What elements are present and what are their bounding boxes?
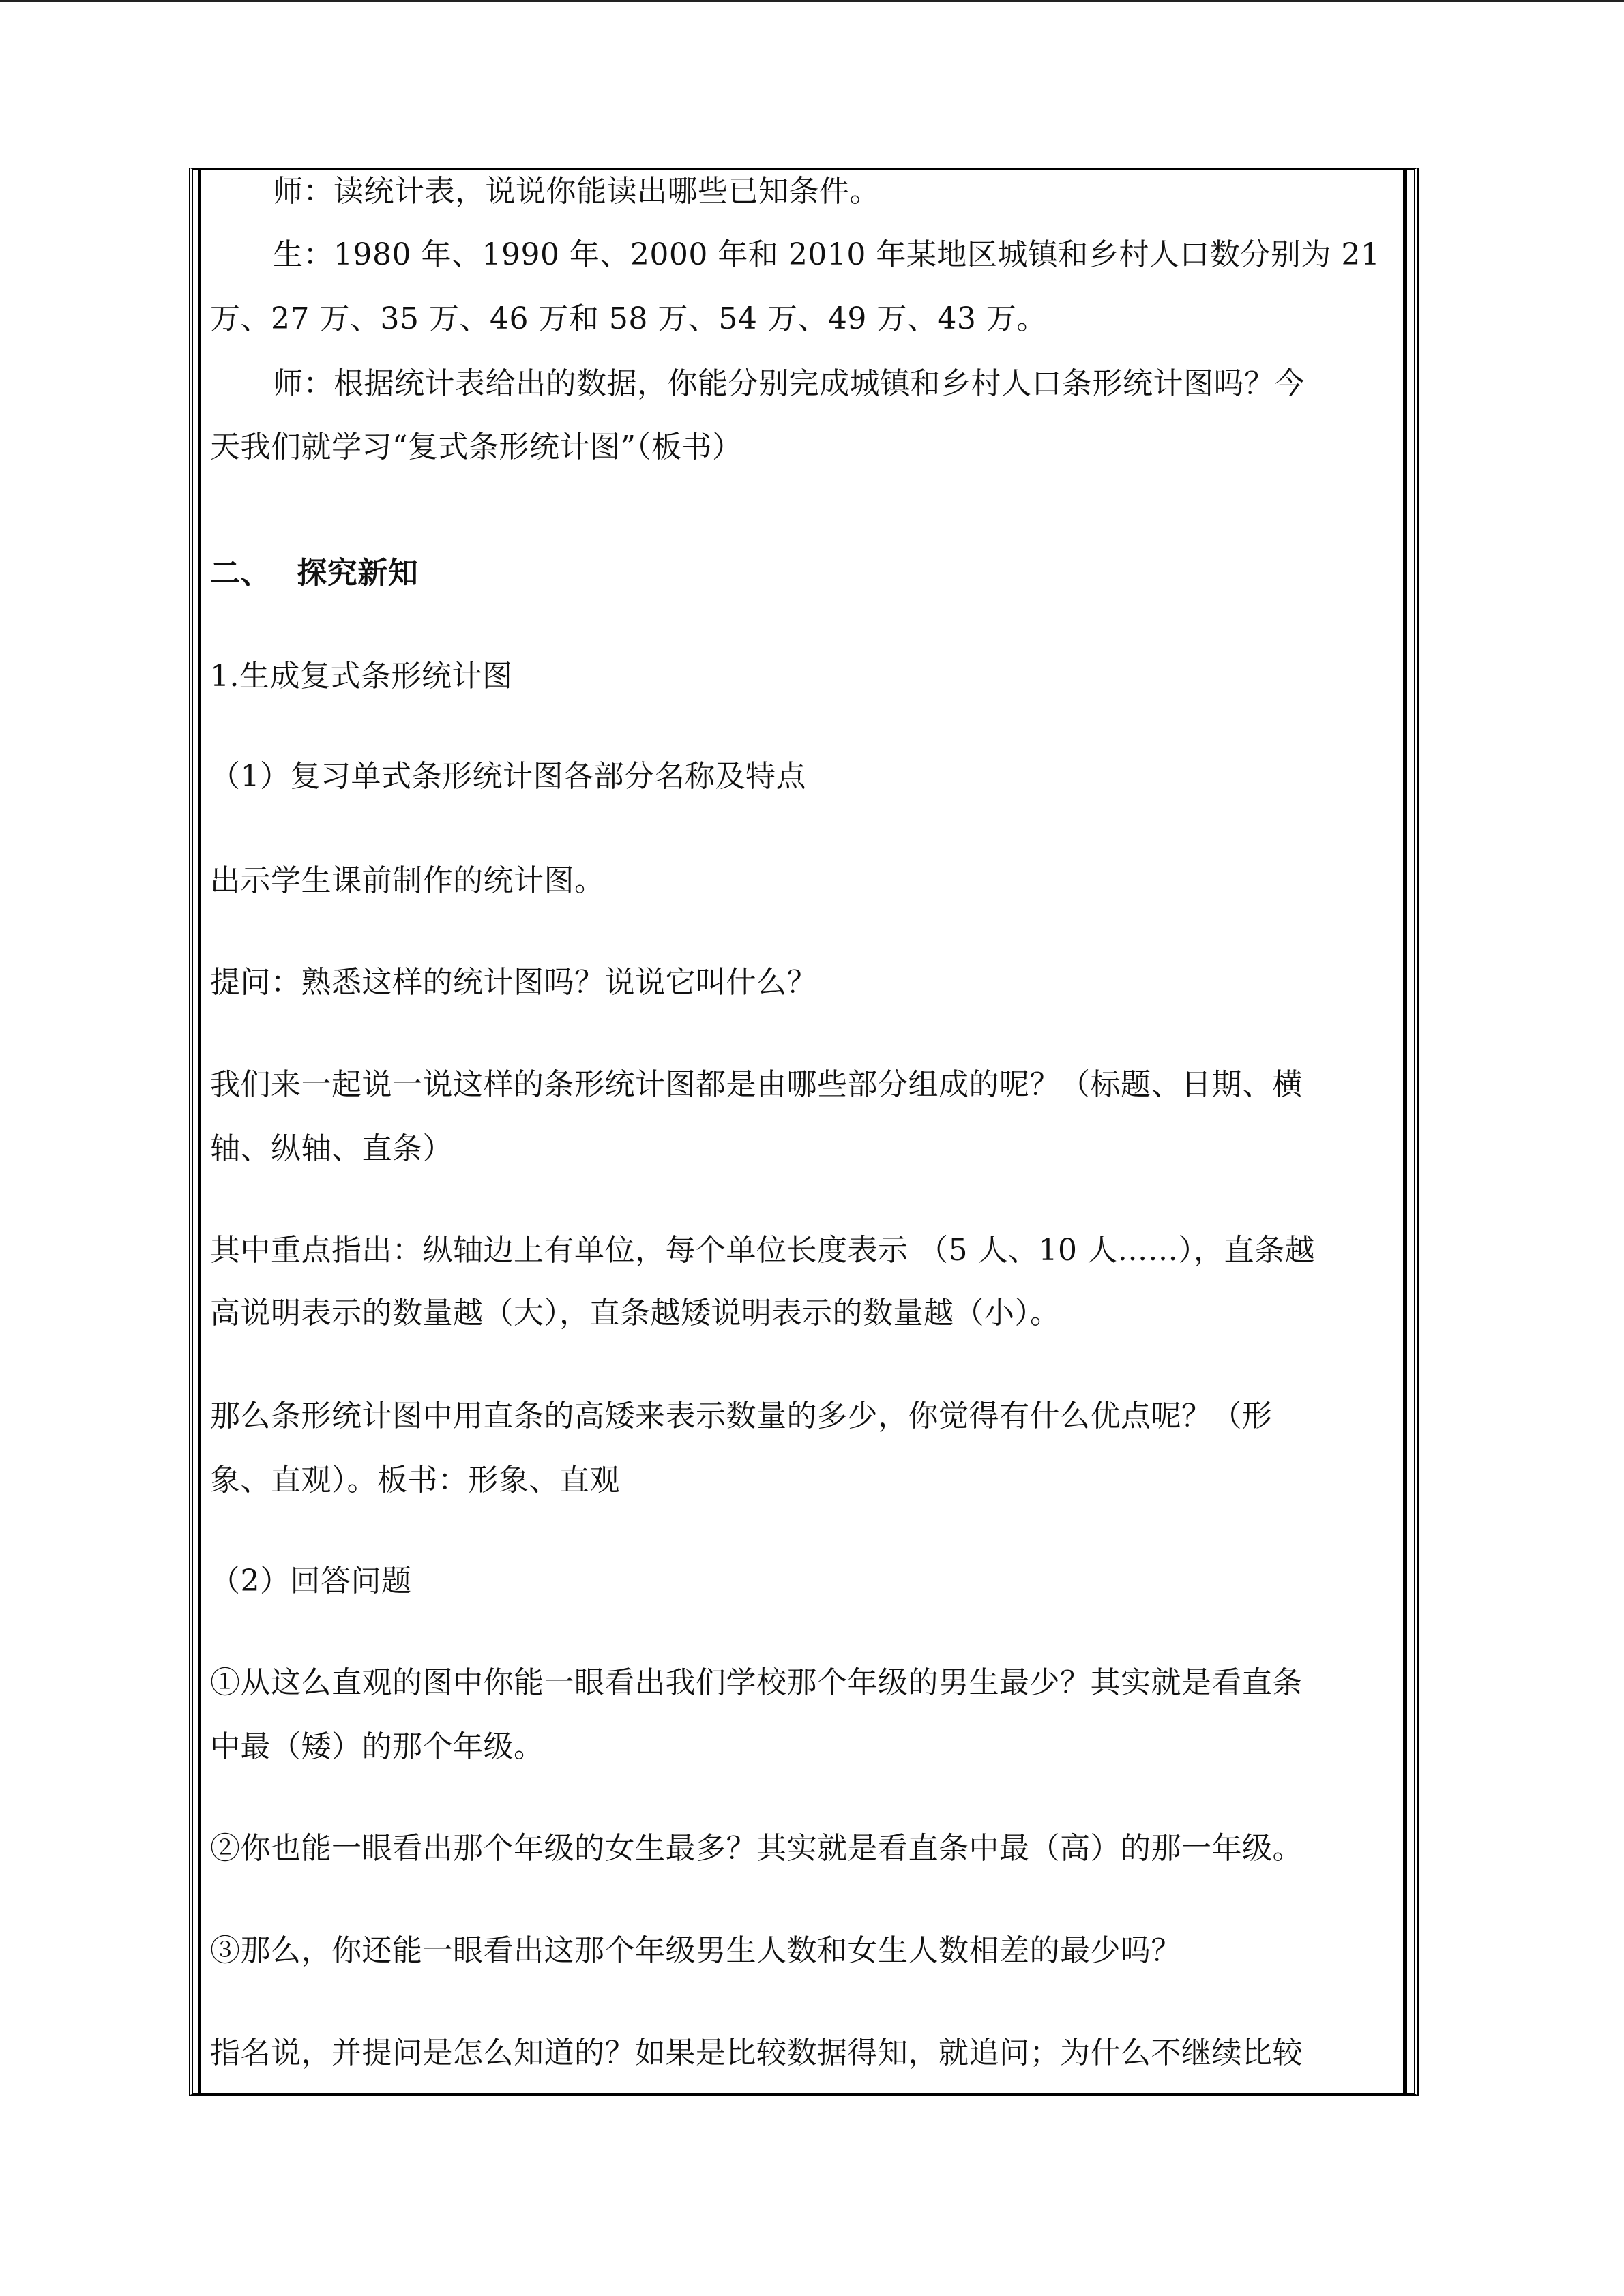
question-1: ①从这么直观的图中你能一眼看出我们学校那个年级的男生最少？其实就是看直条	[210, 1665, 1303, 1700]
page-top-rule	[0, 0, 1624, 2]
section-heading: 二、 探究新知	[210, 556, 419, 591]
paragraph-parts-cont: 轴、纵轴、直条）	[210, 1131, 453, 1166]
dialogue-student-1: 生：1980 年、1990 年、2000 年和 2010 年某地区城镇和乡村人口数分别为 21	[273, 237, 1381, 272]
dialogue-student-1-cont: 万、27 万、35 万、46 万和 58 万、54 万、49 万、43 万。	[210, 301, 1047, 336]
paragraph-question: 提问：熟悉这样的统计图吗？说说它叫什么？	[210, 965, 817, 1000]
paragraph-show-chart: 出示学生课前制作的统计图。	[210, 863, 605, 898]
dialogue-teacher-2-cont: 天我们就学习“复式条形统计图”（板书）	[210, 430, 743, 464]
subsection-title: 1.生成复式条形统计图	[210, 659, 513, 694]
dialogue-teacher-1: 师：读统计表，说说你能读出哪些已知条件。	[273, 174, 880, 209]
paragraph-key-points-cont: 高说明表示的数量越（大），直条越矮说明表示的数量越（小）。	[210, 1296, 1061, 1330]
step-1-title: （1）复习单式条形统计图各部分名称及特点	[210, 759, 806, 794]
paragraph-parts: 我们来一起说一说这样的条形统计图都是由哪些部分组成的呢？（标题、日期、横	[210, 1067, 1303, 1102]
question-2: ②你也能一眼看出那个年级的女生最多？其实就是看直条中最（高）的那一年级。	[210, 1831, 1303, 1866]
step-2-title: （2）回答问题	[210, 1564, 412, 1598]
paragraph-key-points: 其中重点指出：纵轴边上有单位，每个单位长度表示 （5 人、10 人……），直条越	[210, 1233, 1315, 1268]
dialogue-teacher-2: 师：根据统计表给出的数据，你能分别完成城镇和乡村人口条形统计图吗？今	[273, 366, 1305, 401]
paragraph-advantages-cont: 象、直观）。板书：形象、直观	[210, 1463, 620, 1497]
paragraph-followup: 指名说，并提问是怎么知道的？如果是比较数据得知，就追问；为什么不继续比较	[210, 2036, 1303, 2070]
question-3: ③那么，你还能一眼看出这那个年级男生人数和女生人数相差的最少吗？	[210, 1933, 1181, 1968]
paragraph-advantages: 那么条形统计图中用直条的高矮来表示数量的多少，你觉得有什么优点呢？（形	[210, 1399, 1273, 1433]
question-1-cont: 中最（矮）的那个年级。	[210, 1729, 544, 1764]
